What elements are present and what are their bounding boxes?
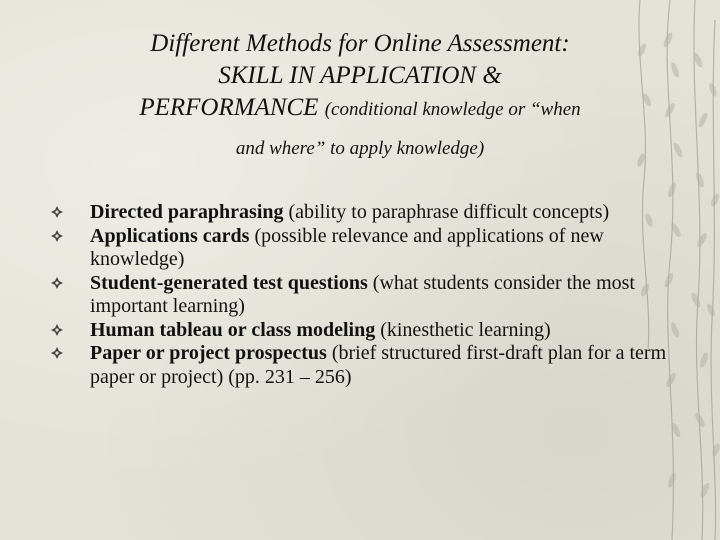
bullet-rest-text: (possible relevance and applications of new knowledge) [90,224,604,270]
bullet-rest-text: (ability to paraphrase difficult concepts) [283,201,610,223]
bullet-item [50,225,670,272]
title-line-1: Different Methods for Online Assessment: [150,30,570,57]
bullet-bold-text: Directed paraphrasing [90,201,284,223]
title-line-3-sub: (conditional knowledge or “when [324,99,581,120]
bullet-bold-text: Human tableau or class modeling [90,318,376,341]
diamond-clover-bullet-icon [50,205,64,219]
bullet-item [50,272,670,319]
title-line-3-main: PERFORMANCE [139,94,319,121]
bullet-item [50,342,670,389]
diamond-clover-bullet-icon [50,323,64,337]
diamond-clover-bullet-icon [50,229,64,243]
bullet-item [50,201,670,225]
bullet-list [50,201,670,389]
bullet-rest-text: (kinesthetic learning) [375,318,551,341]
diamond-clover-bullet-icon [50,276,64,290]
bullet-item [50,319,670,343]
bullet-bold-text: Student-generated test questions [90,271,368,294]
title-line-4: and where” to apply knowledge) [235,138,485,159]
bullet-rest-text: (brief structured first-draft plan for a term paper or project) (pp. 231 – 256) [90,342,667,388]
title-line-3 [40,92,680,126]
bullet-rest-text: (what students consider the most important learning) [90,271,635,317]
slide-title [40,28,680,164]
bullet-bold-text: Paper or project prospectus [90,342,327,364]
title-line-2: SKILL IN APPLICATION & [218,62,502,89]
bullet-bold-text: Applications cards [90,224,250,247]
diamond-clover-bullet-icon [50,346,64,360]
